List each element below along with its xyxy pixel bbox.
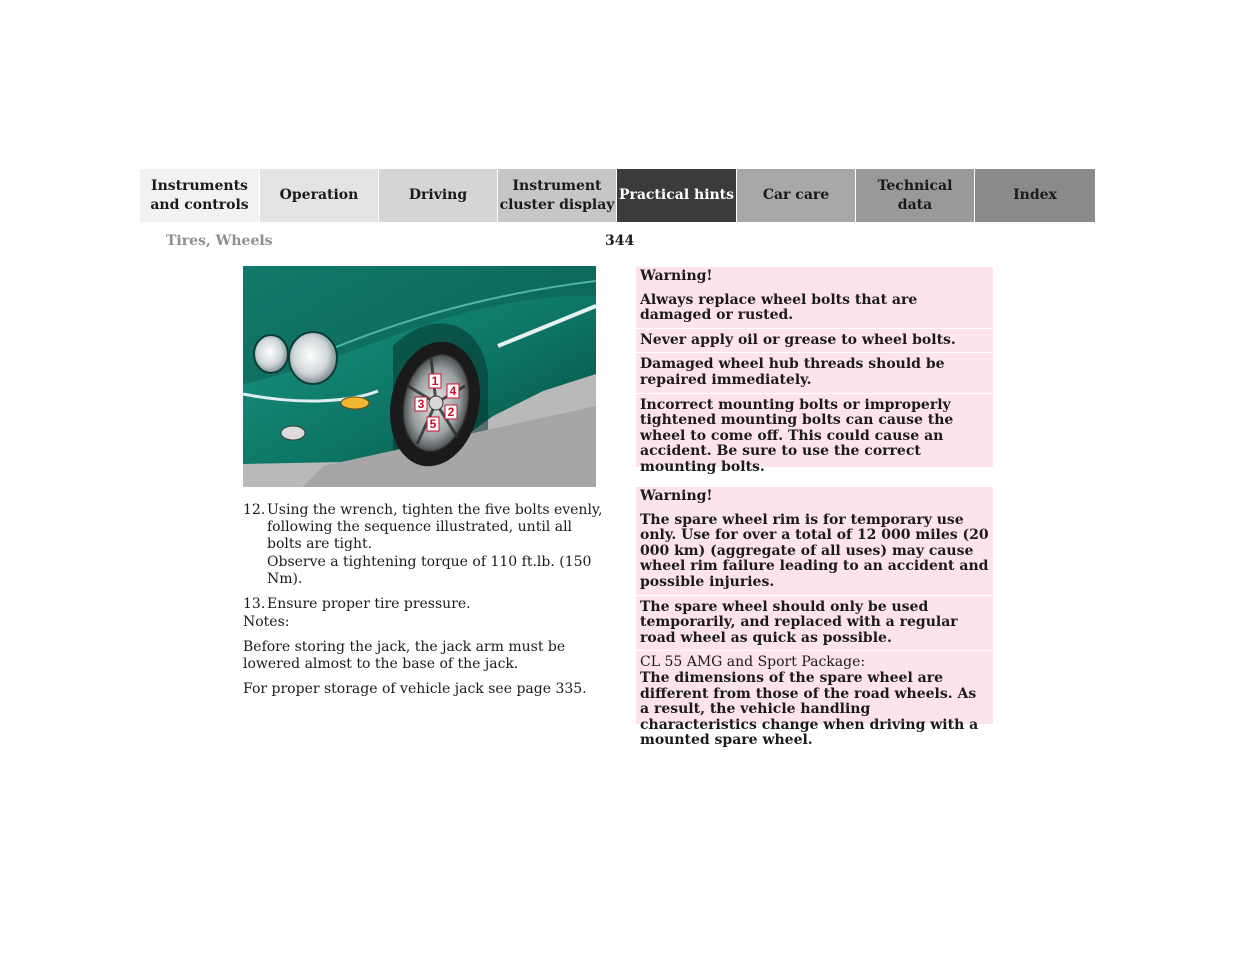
notes-heading: Notes:: [243, 614, 290, 630]
section-nav: [140, 169, 1095, 222]
tab-technical-data[interactable]: Technical data: [856, 169, 975, 222]
step-13: [243, 596, 608, 613]
warning-heading: Warning!: [640, 488, 713, 504]
svg-text:5: 5: [429, 417, 437, 431]
subsection-text: The dimensions of the spare wheel are different from those of the road wheels. As a result, the vehicle handling characteristics change when driving with a mounted spare wheel.: [640, 669, 979, 749]
step-number: 12.: [243, 502, 266, 518]
step-number: 13.: [243, 596, 266, 612]
note-paragraph: For proper storage of vehicle jack see page 335.: [243, 681, 587, 697]
bolt-label-5: [427, 417, 439, 431]
tab-instrument-cluster-display[interactable]: Instrument cluster display: [498, 169, 617, 222]
svg-text:4: 4: [449, 384, 457, 398]
warning-paragraph: Damaged wheel hub threads should be repaired immediately.: [636, 352, 993, 392]
warning-paragraph: Always replace wheel bolts that are damaged or rusted.: [640, 291, 918, 324]
subsection-title: CL 55 AMG and Sport Package:: [640, 654, 866, 671]
warning-box-wheel-bolts: [636, 267, 993, 475]
step-12: [243, 502, 608, 588]
tab-practical-hints[interactable]: Practical hints: [617, 169, 737, 222]
warning-paragraph: Incorrect mounting bolts or improperly tightened mounting bolts can cause the wheel to come off. This could cause an accident. Be sure to use the correct mounting bolts.: [636, 393, 993, 480]
warning-paragraph: The spare wheel rim is for temporary use only. Use for over a total of 12 000 miles (20 000 km) (aggregate of all uses) may cause wheel rim failure leading to an accident and possible injuries.: [640, 511, 989, 590]
bolt-label-4: [447, 384, 459, 398]
tab-instruments-and-controls[interactable]: Instruments and controls: [140, 169, 260, 222]
step-text: Using the wrench, tighten the five bolts evenly, following the sequence illustrated, until all bolts are tight.: [267, 502, 603, 552]
bolt-sequence-labels: [243, 266, 596, 487]
wheel-bolt-sequence-illustration: [243, 266, 596, 487]
page-number: 344: [605, 233, 635, 249]
bolt-label-1: [429, 374, 441, 388]
notes: [243, 614, 603, 706]
tab-operation[interactable]: Operation: [260, 169, 379, 222]
warning-paragraph: Never apply oil or grease to wheel bolts.: [636, 328, 993, 353]
warning-paragraph: The spare wheel should only be used temporarily, and replaced with a regular road wheel as quick as possible.: [636, 595, 993, 651]
tab-car-care[interactable]: Car care: [737, 169, 856, 222]
tab-index[interactable]: Index: [975, 169, 1095, 222]
step-text: Observe a tightening torque of 110 ft.lb. (150 Nm).: [267, 554, 592, 587]
svg-text:3: 3: [417, 397, 425, 411]
instruction-steps: [243, 502, 608, 621]
warning-box-spare-wheel: [636, 487, 993, 749]
svg-text:1: 1: [431, 374, 439, 388]
warning-subsection: [636, 650, 993, 753]
bolt-label-2: [445, 405, 457, 419]
bolt-label-3: [415, 397, 427, 411]
svg-text:2: 2: [447, 405, 455, 419]
tab-driving[interactable]: Driving: [379, 169, 498, 222]
step-text: Ensure proper tire pressure.: [267, 596, 471, 612]
section-title: Tires, Wheels: [166, 233, 273, 249]
note-paragraph: Before storing the jack, the jack arm must be lowered almost to the base of the jack.: [243, 639, 566, 672]
warning-heading: Warning!: [640, 268, 713, 284]
